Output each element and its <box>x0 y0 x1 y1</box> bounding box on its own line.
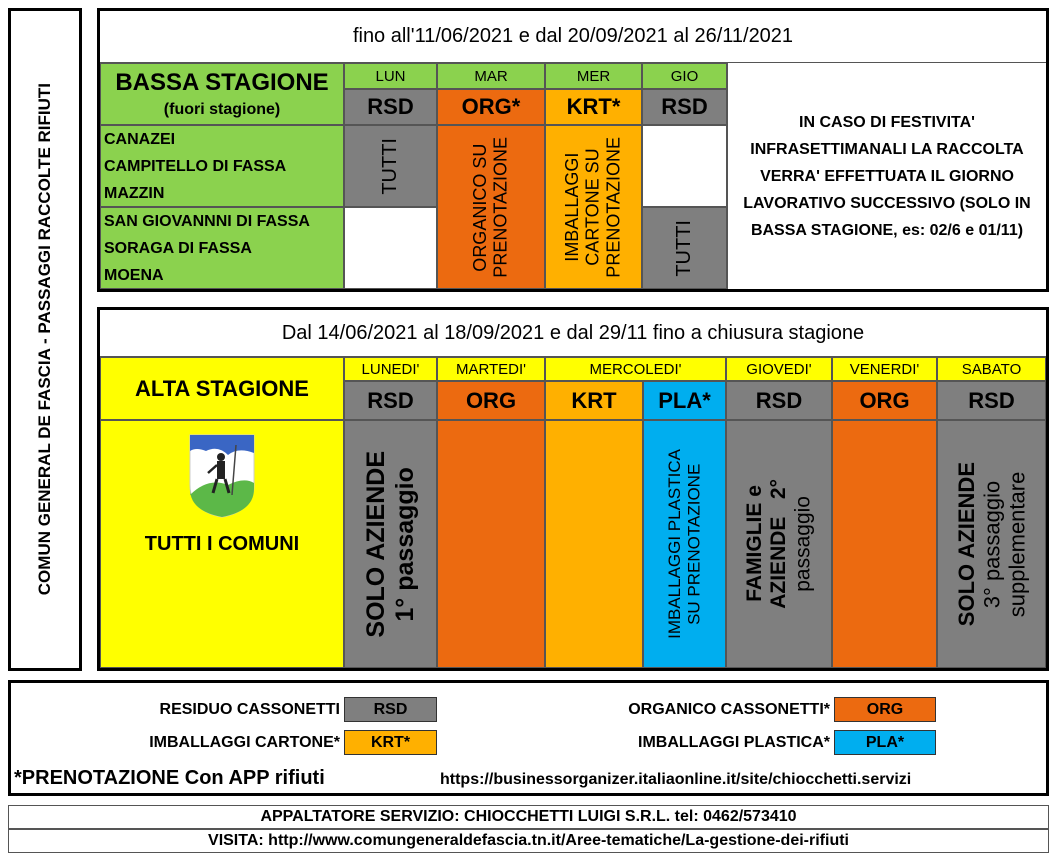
note-line: SOLO AZIENDE <box>953 461 979 627</box>
low-code-mar: ORG* <box>437 89 545 125</box>
high-code-giovedi: RSD <box>726 381 832 420</box>
high-day-giovedi: GIOVEDI' <box>726 357 832 381</box>
booking-url[interactable]: https://businessorganizer.italiaonline.it/site/chiocchetti.servizi <box>440 771 912 788</box>
high-monday-note <box>344 420 437 668</box>
low-town-group-2 <box>100 207 344 289</box>
low-code-lun: RSD <box>344 89 437 125</box>
high-saturday-label <box>954 462 1030 626</box>
town-name: CANAZEI <box>104 130 176 148</box>
footer-visit-link[interactable]: VISITA: http://www.comungeneraldefascia.tn.it/Aree-tematiche/La-gestione-dei-rifiuti <box>8 829 1049 853</box>
low-day-lun: LUN <box>344 63 437 89</box>
low-season-header <box>100 63 344 125</box>
note-line: FAMIGLIE e <box>742 485 766 603</box>
high-day-lunedi: LUNEDI' <box>344 357 437 381</box>
low-gio-label: TUTTI <box>673 219 695 277</box>
low-season-subtitle: (fuori stagione) <box>163 101 281 118</box>
high-day-sabato: SABATO <box>937 357 1046 381</box>
high-monday-label <box>362 451 420 638</box>
legend-rsd-swatch: RSD <box>344 697 437 722</box>
low-lun-group-2 <box>344 207 437 289</box>
high-code-mercoledi-krt: KRT <box>545 381 643 420</box>
high-day-mercoledi: MERCOLEDI' <box>545 357 726 381</box>
low-mar-all <box>437 125 545 289</box>
low-mar-label <box>470 137 511 278</box>
high-friday-body <box>832 420 937 668</box>
high-code-sabato: RSD <box>937 381 1046 420</box>
high-wednesday-krt-body <box>545 420 643 668</box>
low-season-title: BASSA STAGIONE <box>115 69 329 96</box>
high-code-martedi: ORG <box>437 381 545 420</box>
side-title: COMUN GENERAL DE FASCIA - PASSAGGI RACCOLTE RIFIUTI <box>35 83 55 596</box>
low-mer-line: CARTONE SU <box>583 148 604 266</box>
low-lun-group-1 <box>344 125 437 207</box>
low-mer-line: PRENOTAZIONE <box>603 136 624 278</box>
note-line: supplementare <box>1004 471 1030 617</box>
note-line: SU PRENOTAZIONE <box>684 463 704 625</box>
low-town-group-1 <box>100 125 344 207</box>
low-code-mer: KRT* <box>545 89 642 125</box>
note-line: SOLO AZIENDE <box>361 450 390 638</box>
legend-krt-swatch: KRT* <box>344 730 437 755</box>
booking-note: *PRENOTAZIONE Con APP rifiuti <box>14 767 325 789</box>
note-line: 3° passaggio <box>978 480 1004 608</box>
low-code-gio: RSD <box>642 89 727 125</box>
legend-pla-swatch: PLA* <box>834 730 936 755</box>
town-name: MAZZIN <box>104 184 165 202</box>
town-name: MOENA <box>104 266 164 284</box>
footer-contractor: APPALTATORE SERVIZIO: CHIOCCHETTI LUIGI S.R.L. tel: 0462/573410 <box>8 805 1049 829</box>
low-day-mar: MAR <box>437 63 545 89</box>
high-season-period: Dal 14/06/2021 al 18/09/2021 e dal 29/11 fino a chiusura stagione <box>100 310 1046 357</box>
high-all-towns <box>100 420 344 668</box>
high-code-venerdi: ORG <box>832 381 937 420</box>
holiday-note <box>727 63 1046 289</box>
note-line: 1° passaggio <box>390 466 419 622</box>
low-day-mer: MER <box>545 63 642 89</box>
high-season-title: ALTA STAGIONE <box>100 357 344 420</box>
high-plastic-label <box>665 449 704 639</box>
high-plastic-note <box>643 420 726 668</box>
low-lun-label: TUTTI <box>379 137 401 195</box>
town-name: SORAGA DI FASSA <box>104 239 252 257</box>
side-title-box <box>8 8 82 671</box>
legend-pla-label: IMBALLAGGI PLASTICA* <box>638 734 830 751</box>
high-day-venerdi: VENERDI' <box>832 357 937 381</box>
legend-rsd-label: RESIDUO CASSONETTI <box>159 701 340 718</box>
low-mer-line: IMBALLAGGI <box>562 152 583 262</box>
low-season-period: fino all'11/06/2021 e dal 20/09/2021 al 26/11/2021 <box>100 11 1046 63</box>
low-mar-line: PRENOTAZIONE <box>491 136 511 278</box>
low-mer-label <box>562 137 624 278</box>
high-day-martedi: MARTEDI' <box>437 357 545 381</box>
town-name: CAMPITELLO DI FASSA <box>104 157 287 175</box>
high-thursday-note <box>726 420 832 668</box>
note-line: passaggio <box>791 496 815 592</box>
low-mer-all <box>545 125 642 289</box>
town-name: SAN GIOVANNNI DI FASSA <box>104 212 310 230</box>
high-tuesday-body <box>437 420 545 668</box>
legend-krt-label: IMBALLAGGI CARTONE* <box>149 734 340 751</box>
note-line: IMBALLAGGI PLASTICA <box>664 449 684 639</box>
holiday-note-text: IN CASO DI FESTIVITA' INFRASETTIMANALI LA RACCOLTA VERRA' EFFETTUATA IL GIORNO LAVORATIVO SUCCESSIVO (SOLO IN BASSA STAGIONE, es: 02/6 e 01/11) <box>743 113 1031 239</box>
low-gio-group-1 <box>642 125 727 207</box>
all-towns-label: TUTTI I COMUNI <box>144 533 300 555</box>
low-mar-line: ORGANICO SU <box>470 143 491 272</box>
high-code-mercoledi-pla: PLA* <box>643 381 726 420</box>
note-line: AZIENDE 2° <box>766 479 790 609</box>
high-saturday-note <box>937 420 1046 668</box>
low-gio-group-2 <box>642 207 727 289</box>
high-code-lunedi: RSD <box>344 381 437 420</box>
legend-org-swatch: ORG <box>834 697 936 722</box>
coat-of-arms-icon <box>188 433 256 519</box>
low-day-gio: GIO <box>642 63 727 89</box>
high-thursday-label <box>743 479 815 609</box>
legend-org-label: ORGANICO CASSONETTI* <box>628 701 830 718</box>
